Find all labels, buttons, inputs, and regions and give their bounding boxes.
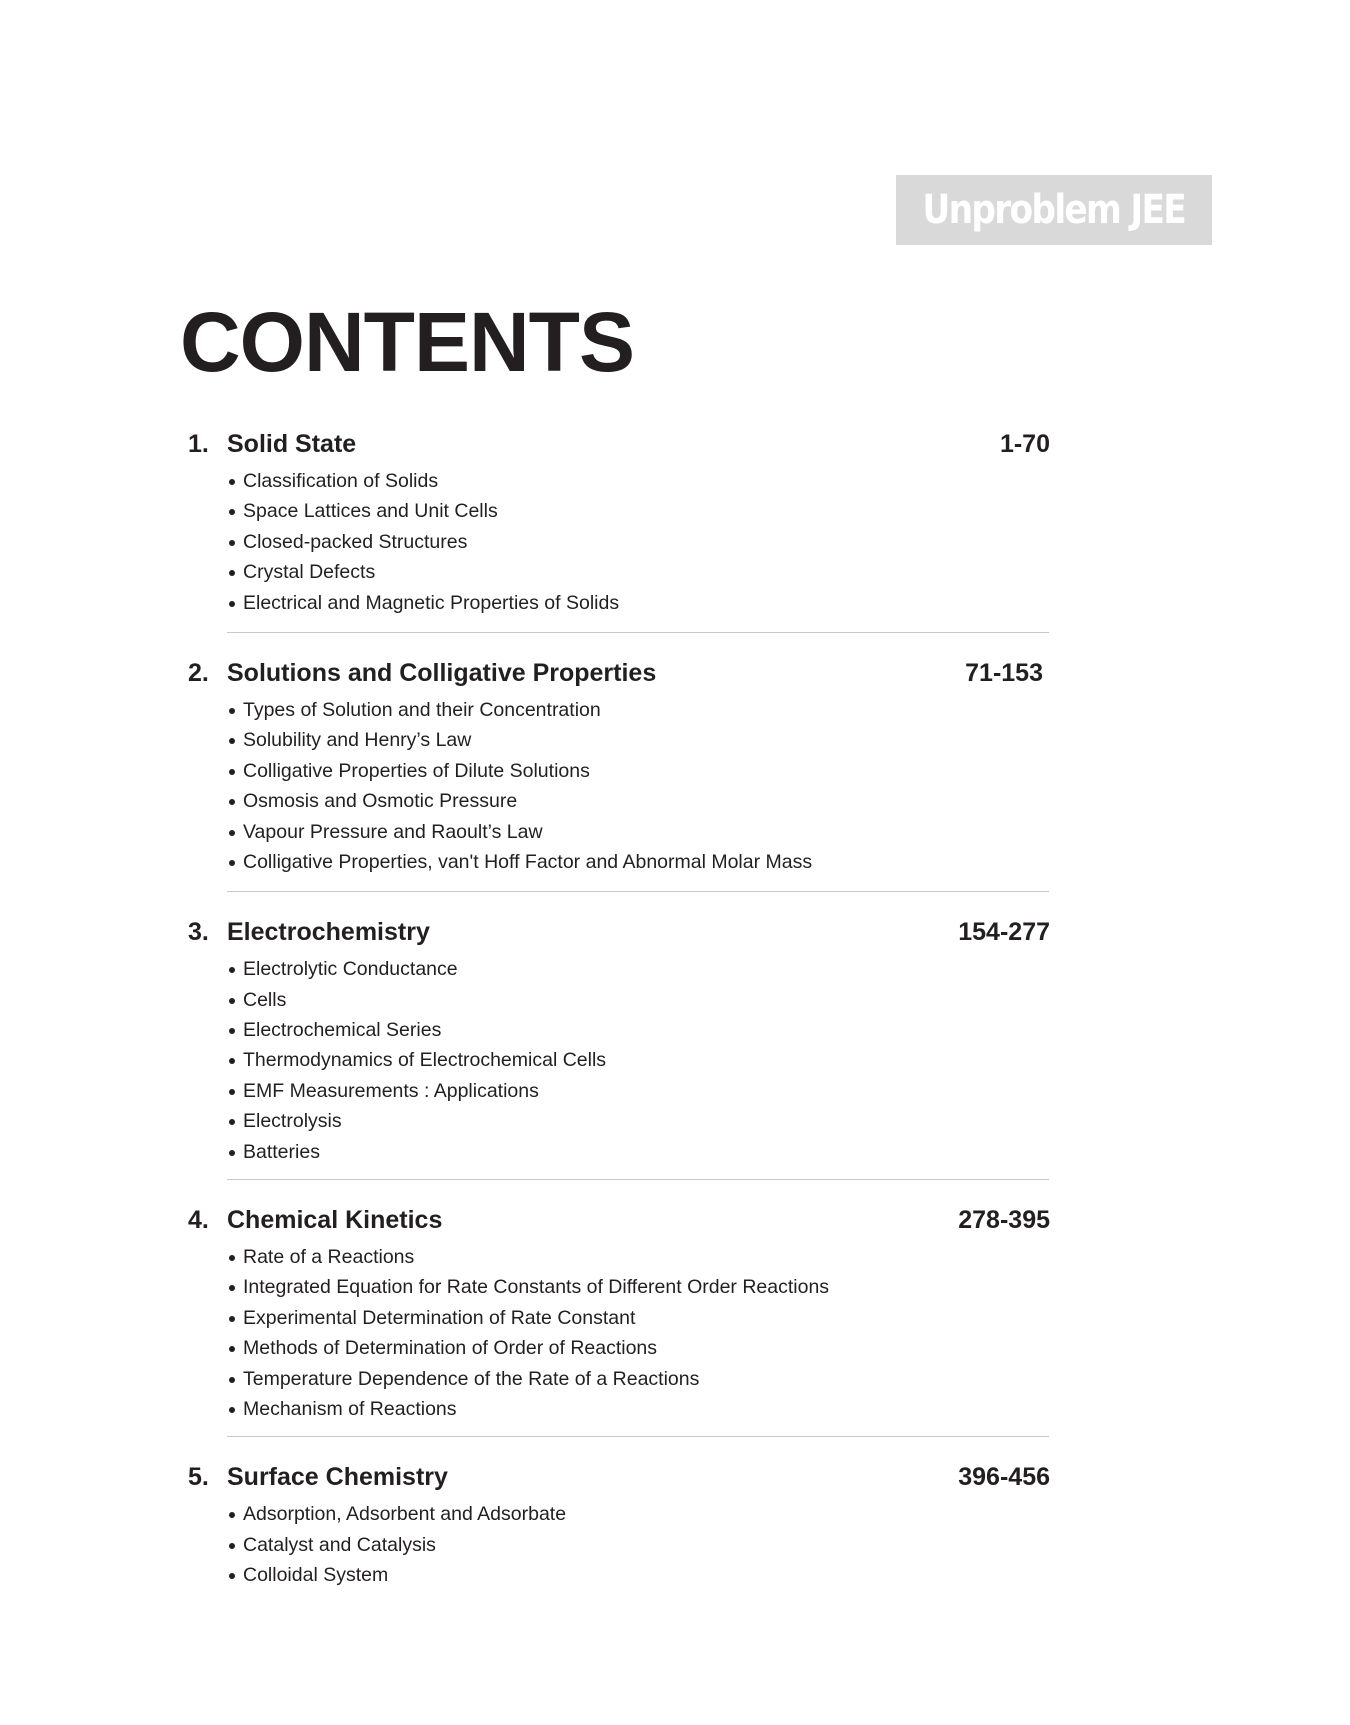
brand-badge [896, 175, 1212, 245]
page-title: CONTENTS [180, 295, 634, 389]
chapter-number: 3. [188, 918, 209, 947]
topic-list [188, 1242, 1050, 1424]
topic-label: Electrochemical Series [243, 1019, 442, 1042]
table-of-contents [0, 430, 1350, 1591]
topic-list [188, 695, 1050, 877]
topic-item [227, 1015, 1050, 1045]
bullet-icon [229, 509, 235, 515]
chapter-title: Chemical Kinetics [227, 1206, 443, 1235]
topic-item [227, 1272, 1050, 1302]
chapter-title: Surface Chemistry [227, 1463, 448, 1492]
topic-item [227, 588, 1050, 618]
chapter-page-range: 71-153 [965, 658, 1043, 687]
topic-label: Experimental Determination of Rate Constant [243, 1306, 636, 1329]
section-divider [227, 891, 1049, 892]
bullet-icon [229, 1543, 235, 1549]
brand-text: Unproblem JEE [922, 187, 1186, 233]
chapter-section [188, 430, 1050, 633]
chapter-number: 2. [188, 658, 209, 687]
chapter-section [188, 918, 1050, 1180]
topic-item [227, 1076, 1050, 1106]
topic-label: Adsorption, Adsorbent and Adsorbate [243, 1503, 567, 1526]
topic-item [227, 1333, 1050, 1363]
chapter-title: Electrochemistry [227, 918, 430, 947]
topic-item [227, 985, 1050, 1015]
topic-item [227, 847, 1050, 877]
chapter-heading [188, 1463, 1050, 1499]
chapter-heading [188, 659, 1050, 695]
topic-label: Batteries [243, 1140, 320, 1163]
bullet-icon [229, 1512, 235, 1518]
topic-item [227, 557, 1050, 587]
topic-item [227, 1045, 1050, 1075]
bullet-icon [229, 967, 235, 973]
topic-item [227, 1560, 1050, 1590]
section-divider [227, 632, 1049, 633]
bullet-icon [229, 479, 235, 485]
bullet-icon [229, 708, 235, 714]
topic-label: Classification of Solids [243, 470, 439, 492]
bullet-icon [229, 601, 235, 607]
bullet-icon [229, 1377, 235, 1383]
section-divider [227, 1179, 1049, 1180]
bullet-icon [229, 769, 235, 775]
chapter-heading [188, 430, 1050, 466]
chapter-heading [188, 1206, 1050, 1242]
bullet-icon [229, 1028, 235, 1034]
chapter-section [188, 1206, 1050, 1437]
bullet-icon [229, 570, 235, 576]
topic-label: Osmosis and Osmotic Pressure [243, 790, 518, 813]
chapter-page-range: 1-70 [999, 430, 1050, 458]
topic-item [227, 1242, 1050, 1272]
bullet-icon [229, 830, 235, 836]
topic-item [227, 1364, 1050, 1394]
topic-list [188, 954, 1050, 1167]
chapter-section [188, 1463, 1050, 1590]
chapter-number: 5. [188, 1463, 209, 1492]
topic-item [227, 786, 1050, 816]
topic-list [188, 1499, 1050, 1590]
bullet-icon [229, 738, 235, 744]
bullet-icon [229, 1089, 235, 1095]
bullet-icon [229, 1573, 235, 1579]
topic-item [227, 466, 1050, 496]
bullet-icon [229, 1150, 235, 1156]
bullet-icon [229, 1119, 235, 1125]
topic-item [227, 1106, 1050, 1136]
topic-item [227, 1394, 1050, 1424]
topic-label: Electrolysis [243, 1110, 342, 1133]
section-divider [227, 1436, 1049, 1437]
chapter-page-range: 396-456 [958, 1463, 1050, 1492]
topic-label: Colloidal System [243, 1564, 389, 1587]
bullet-icon [229, 1058, 235, 1064]
bullet-icon [229, 998, 235, 1004]
topic-label: Electrolytic Conductance [243, 958, 458, 981]
topic-item [227, 725, 1050, 755]
topic-list [188, 466, 1050, 618]
topic-label: Catalyst and Catalysis [243, 1533, 436, 1556]
chapter-title: Solid State [227, 430, 357, 458]
topic-item [227, 1137, 1050, 1167]
chapter-page-range: 154-277 [958, 918, 1050, 947]
topic-label: Types of Solution and their Concentration [243, 698, 601, 721]
topic-label: Integrated Equation for Rate Constants of Different Order Reactions [243, 1276, 830, 1299]
topic-item [227, 756, 1050, 786]
topic-item [227, 817, 1050, 847]
chapter-section [188, 659, 1050, 892]
topic-item [227, 1303, 1050, 1333]
topic-item [227, 527, 1050, 557]
topic-label: Closed-packed Structures [243, 530, 468, 553]
bullet-icon [229, 860, 235, 866]
chapter-heading [188, 918, 1050, 954]
topic-item [227, 1530, 1050, 1560]
topic-label: Electrical and Magnetic Properties of Solids [243, 591, 620, 614]
topic-label: Space Lattices and Unit Cells [243, 500, 498, 523]
topic-item [227, 695, 1050, 725]
topic-label: Rate of a Reactions [243, 1246, 415, 1269]
bullet-icon [229, 540, 235, 546]
bullet-icon [229, 1255, 235, 1261]
topic-label: Methods of Determination of Order of Reactions [243, 1337, 658, 1360]
topic-label: Cells [243, 988, 287, 1011]
topic-label: Colligative Properties of Dilute Solutions [243, 759, 590, 782]
chapter-title: Solutions and Colligative Properties [227, 658, 657, 687]
topic-label: Colligative Properties, van't Hoff Factor and Abnormal Molar Mass [243, 850, 813, 873]
topic-item [227, 954, 1050, 984]
topic-label: Vapour Pressure and Raoult’s Law [243, 820, 543, 843]
chapter-page-range: 278-395 [958, 1206, 1050, 1235]
topic-label: Crystal Defects [243, 561, 376, 584]
bullet-icon [229, 1407, 235, 1413]
bullet-icon [229, 1346, 235, 1352]
topic-label: Thermodynamics of Electrochemical Cells [243, 1049, 607, 1072]
bullet-icon [229, 1316, 235, 1322]
topic-item [227, 496, 1050, 526]
bullet-icon [229, 1285, 235, 1291]
topic-label: EMF Measurements : Applications [243, 1079, 539, 1102]
bullet-icon [229, 799, 235, 805]
topic-label: Temperature Dependence of the Rate of a Reactions [243, 1367, 700, 1390]
chapter-number: 4. [188, 1206, 209, 1235]
topic-item [227, 1499, 1050, 1529]
topic-label: Mechanism of Reactions [243, 1397, 457, 1420]
topic-label: Solubility and Henry’s Law [243, 729, 472, 752]
chapter-number: 1. [188, 430, 209, 458]
